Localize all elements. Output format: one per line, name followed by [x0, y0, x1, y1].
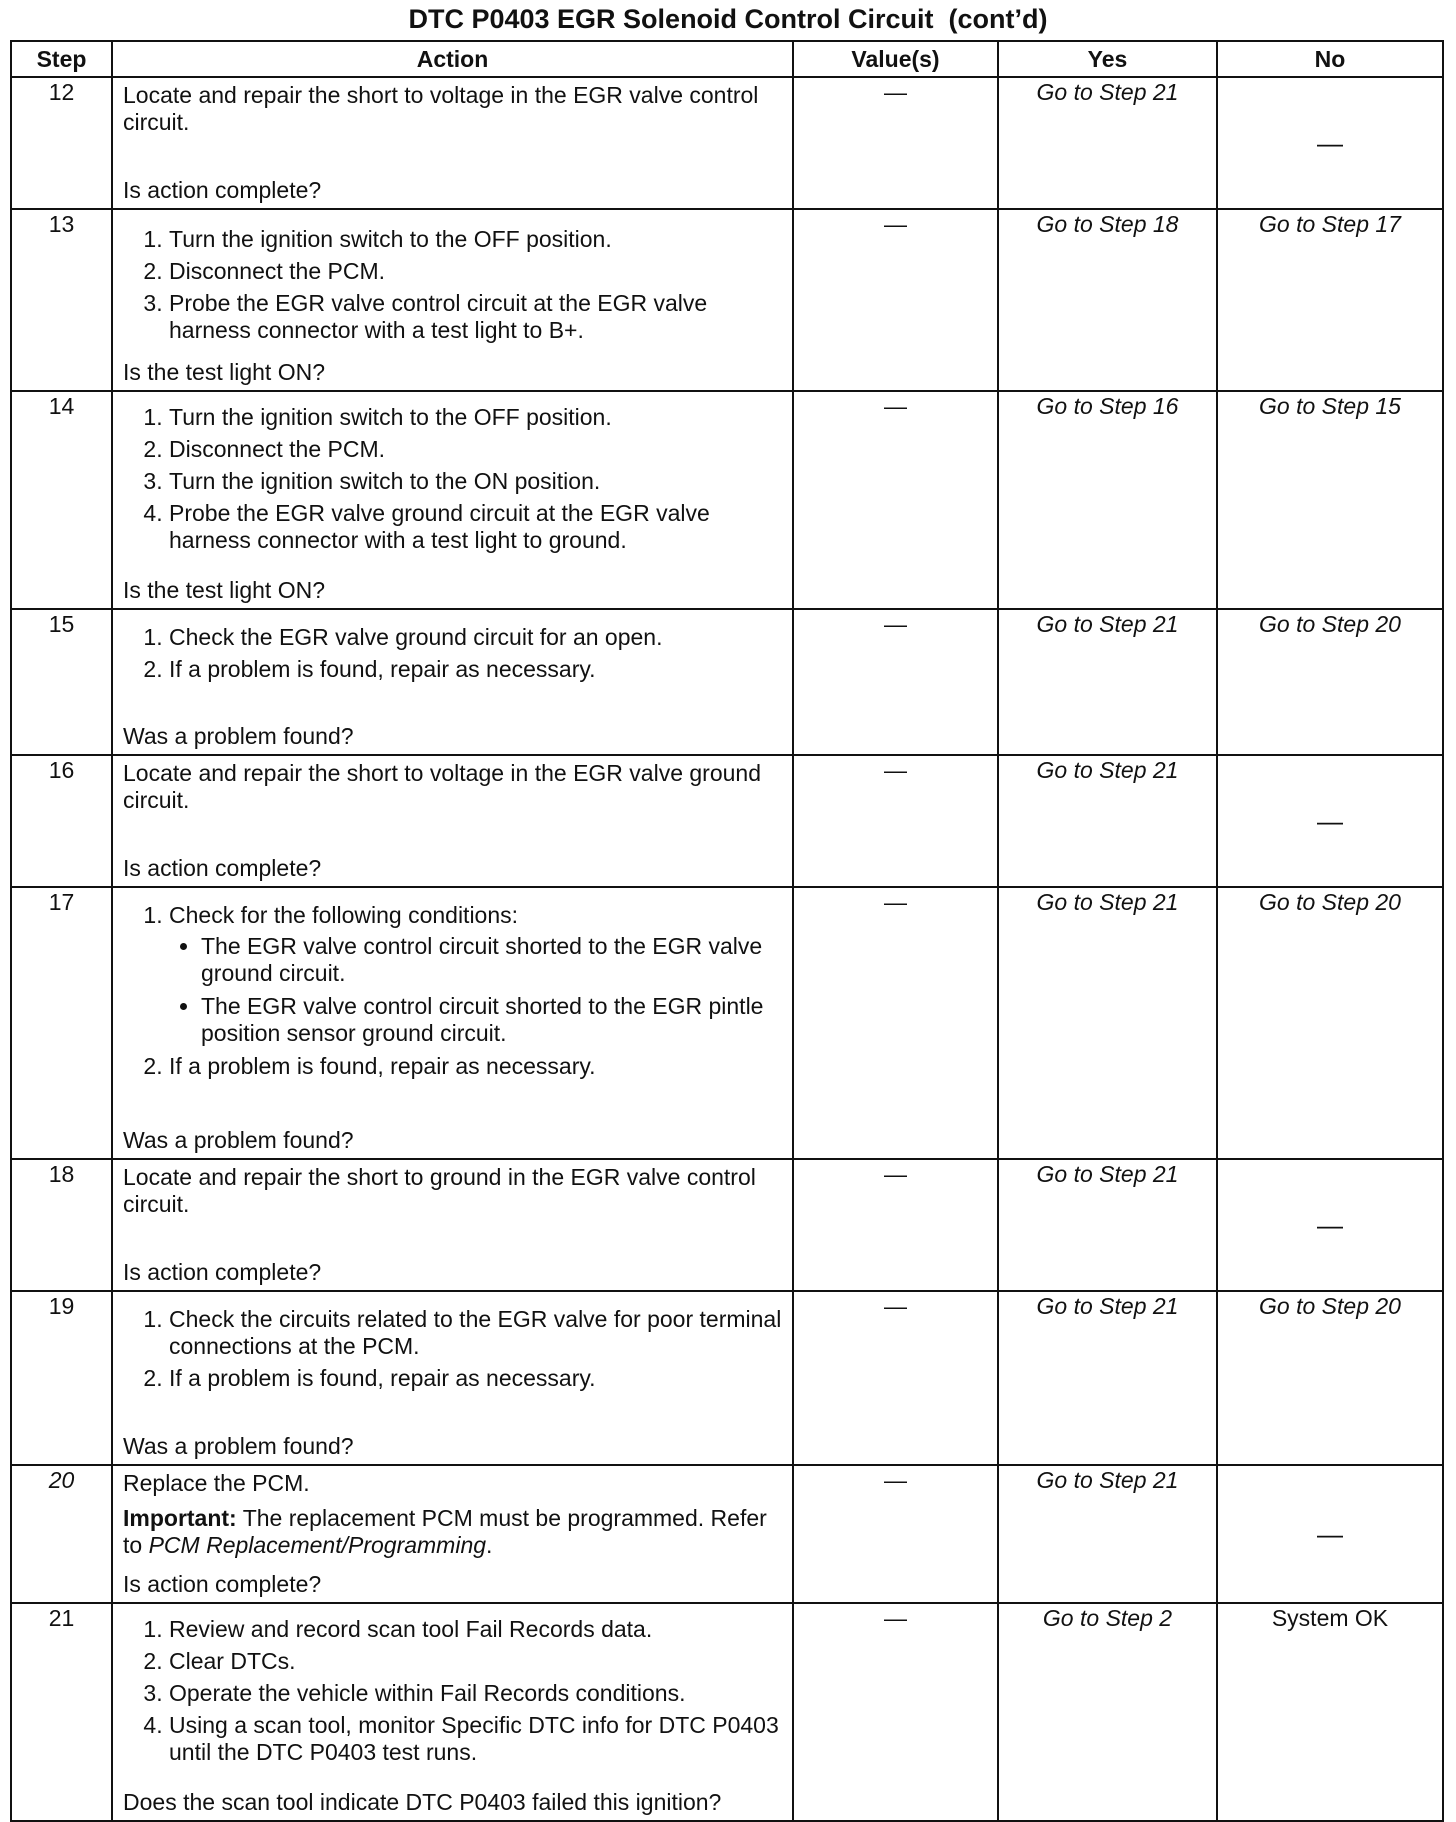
yes-cell: Go to Step 21 [998, 77, 1217, 209]
list-item [169, 902, 784, 1047]
no-cell: Go to Step 20 [1217, 609, 1443, 755]
no-cell: Go to Step 20 [1217, 887, 1443, 1159]
list-item: 3. Operate the vehicle within Fail Records conditions. [169, 1680, 784, 1707]
action-cell [112, 755, 793, 887]
list-item: 2. If a problem is found, repair as necessary. [169, 1365, 784, 1392]
step-number: 17 [11, 887, 112, 1159]
step-number: 18 [11, 1159, 112, 1291]
action-cell [112, 1465, 793, 1603]
table-row-step-14 [11, 391, 1443, 609]
table-row-step-13 [11, 209, 1443, 391]
action-list [123, 624, 784, 688]
action-cell [112, 1291, 793, 1465]
value-cell: — [793, 1465, 998, 1603]
table-row-step-19 [11, 1291, 1443, 1465]
list-item: 2. Disconnect the PCM. [169, 258, 784, 285]
action-list [123, 404, 784, 559]
action-cell [112, 887, 793, 1159]
step-number: 19 [11, 1291, 112, 1465]
important-note [123, 1505, 784, 1559]
list-item: 1. Turn the ignition switch to the OFF position. [169, 226, 784, 253]
action-question: Was a problem found? [123, 723, 354, 749]
no-cell: — [1217, 755, 1443, 887]
diagnostic-table [10, 40, 1444, 1822]
action-cell [112, 1159, 793, 1291]
action-question: Is action complete? [123, 1571, 322, 1597]
yes-cell: Go to Step 21 [998, 755, 1217, 887]
action-cell [112, 391, 793, 609]
step-number: 14 [11, 391, 112, 609]
condition-list [169, 933, 784, 1047]
condition-item: • The EGR valve control circuit shorted to the EGR pintle position sensor ground circuit. [201, 993, 784, 1047]
table-row-step-17 [11, 887, 1443, 1159]
action-list [123, 226, 784, 349]
yes-cell: Go to Step 2 [998, 1603, 1217, 1821]
important-label: Important: [123, 1505, 237, 1531]
table-row-step-20 [11, 1465, 1443, 1603]
list-item: 4. Probe the EGR valve ground circuit at the EGR valve harness connector with a test light to ground. [169, 500, 784, 554]
yes-cell: Go to Step 21 [998, 887, 1217, 1159]
no-cell: Go to Step 15 [1217, 391, 1443, 609]
header-yes: Yes [998, 41, 1217, 77]
header-action: Action [112, 41, 793, 77]
important-end: . [486, 1532, 493, 1558]
value-cell: — [793, 755, 998, 887]
list-item-text: Check for the following conditions: [169, 902, 519, 928]
step-number: 12 [11, 77, 112, 209]
important-text: The replacement PCM must be programmed. Refer to [123, 1505, 767, 1558]
list-item: 1. Turn the ignition switch to the OFF position. [169, 404, 784, 431]
yes-cell: Go to Step 21 [998, 1465, 1217, 1603]
table-row-step-12 [11, 77, 1443, 209]
value-cell: — [793, 77, 998, 209]
step-number: 13 [11, 209, 112, 391]
no-cell: — [1217, 1465, 1443, 1603]
list-item: 3. Turn the ignition switch to the ON position. [169, 468, 784, 495]
list-item: 3. Probe the EGR valve control circuit at the EGR valve harness connector with a test light to B+. [169, 290, 784, 344]
list-item: 1. Review and record scan tool Fail Records data. [169, 1616, 784, 1643]
action-cell [112, 609, 793, 755]
value-cell: — [793, 209, 998, 391]
action-question: Is action complete? [123, 855, 322, 881]
value-cell: — [793, 1159, 998, 1291]
step-number: 20 [11, 1465, 112, 1603]
value-cell: — [793, 887, 998, 1159]
table-row-step-15 [11, 609, 1443, 755]
header-step: Step [11, 41, 112, 77]
action-text: Locate and repair the short to voltage in the EGR valve control circuit. [123, 82, 759, 135]
list-item: 1. Check the circuits related to the EGR valve for poor terminal connections at the PCM. [169, 1306, 784, 1360]
yes-cell: Go to Step 21 [998, 609, 1217, 755]
yes-cell: Go to Step 21 [998, 1159, 1217, 1291]
yes-cell: Go to Step 21 [998, 1291, 1217, 1465]
value-cell: — [793, 609, 998, 755]
list-item: 2. If a problem is found, repair as necessary. [169, 656, 784, 683]
value-cell: — [793, 1603, 998, 1821]
list-item: 4. Using a scan tool, monitor Specific DTC info for DTC P0403 until the DTC P0403 test runs. [169, 1712, 784, 1766]
list-item: 2. If a problem is found, repair as necessary. [169, 1053, 784, 1080]
condition-item: • The EGR valve control circuit shorted to the EGR valve ground circuit. [201, 933, 784, 987]
action-question: Is action complete? [123, 1259, 322, 1285]
step-number: 21 [11, 1603, 112, 1821]
value-cell: — [793, 1291, 998, 1465]
header-no: No [1217, 41, 1443, 77]
action-text: Locate and repair the short to ground in the EGR valve control circuit. [123, 1164, 756, 1217]
yes-cell: Go to Step 16 [998, 391, 1217, 609]
header-values: Value(s) [793, 41, 998, 77]
action-cell [112, 209, 793, 391]
action-text: Locate and repair the short to voltage in the EGR valve ground circuit. [123, 760, 762, 813]
value-cell: — [793, 391, 998, 609]
action-text: Replace the PCM. [123, 1470, 310, 1496]
page-title: DTC P0403 EGR Solenoid Control Circuit (cont’d) [408, 4, 1048, 34]
step-number: 15 [11, 609, 112, 755]
action-cell [112, 77, 793, 209]
action-list [123, 902, 784, 1085]
action-question: Is the test light ON? [123, 359, 325, 385]
list-item: 2. Disconnect the PCM. [169, 436, 784, 463]
list-item: 2. Clear DTCs. [169, 1648, 784, 1675]
table-row-step-16 [11, 755, 1443, 887]
no-cell: Go to Step 17 [1217, 209, 1443, 391]
no-cell: Go to Step 20 [1217, 1291, 1443, 1465]
table-row-step-18 [11, 1159, 1443, 1291]
list-item: 1. Check the EGR valve ground circuit for an open. [169, 624, 784, 651]
action-question: Does the scan tool indicate DTC P0403 failed this ignition? [123, 1789, 722, 1815]
no-cell: — [1217, 77, 1443, 209]
action-question: Was a problem found? [123, 1433, 354, 1459]
action-question: Is action complete? [123, 177, 322, 203]
action-question: Was a problem found? [123, 1127, 354, 1153]
yes-cell: Go to Step 18 [998, 209, 1217, 391]
table-row-step-21 [11, 1603, 1443, 1821]
no-cell: — [1217, 1159, 1443, 1291]
table-header-row [11, 41, 1443, 77]
action-list [123, 1616, 784, 1771]
important-reference: PCM Replacement/Programming [148, 1532, 487, 1558]
action-list [123, 1306, 784, 1397]
action-question: Is the test light ON? [123, 577, 325, 603]
step-number: 16 [11, 755, 112, 887]
no-cell: System OK [1217, 1603, 1443, 1821]
action-cell [112, 1603, 793, 1821]
